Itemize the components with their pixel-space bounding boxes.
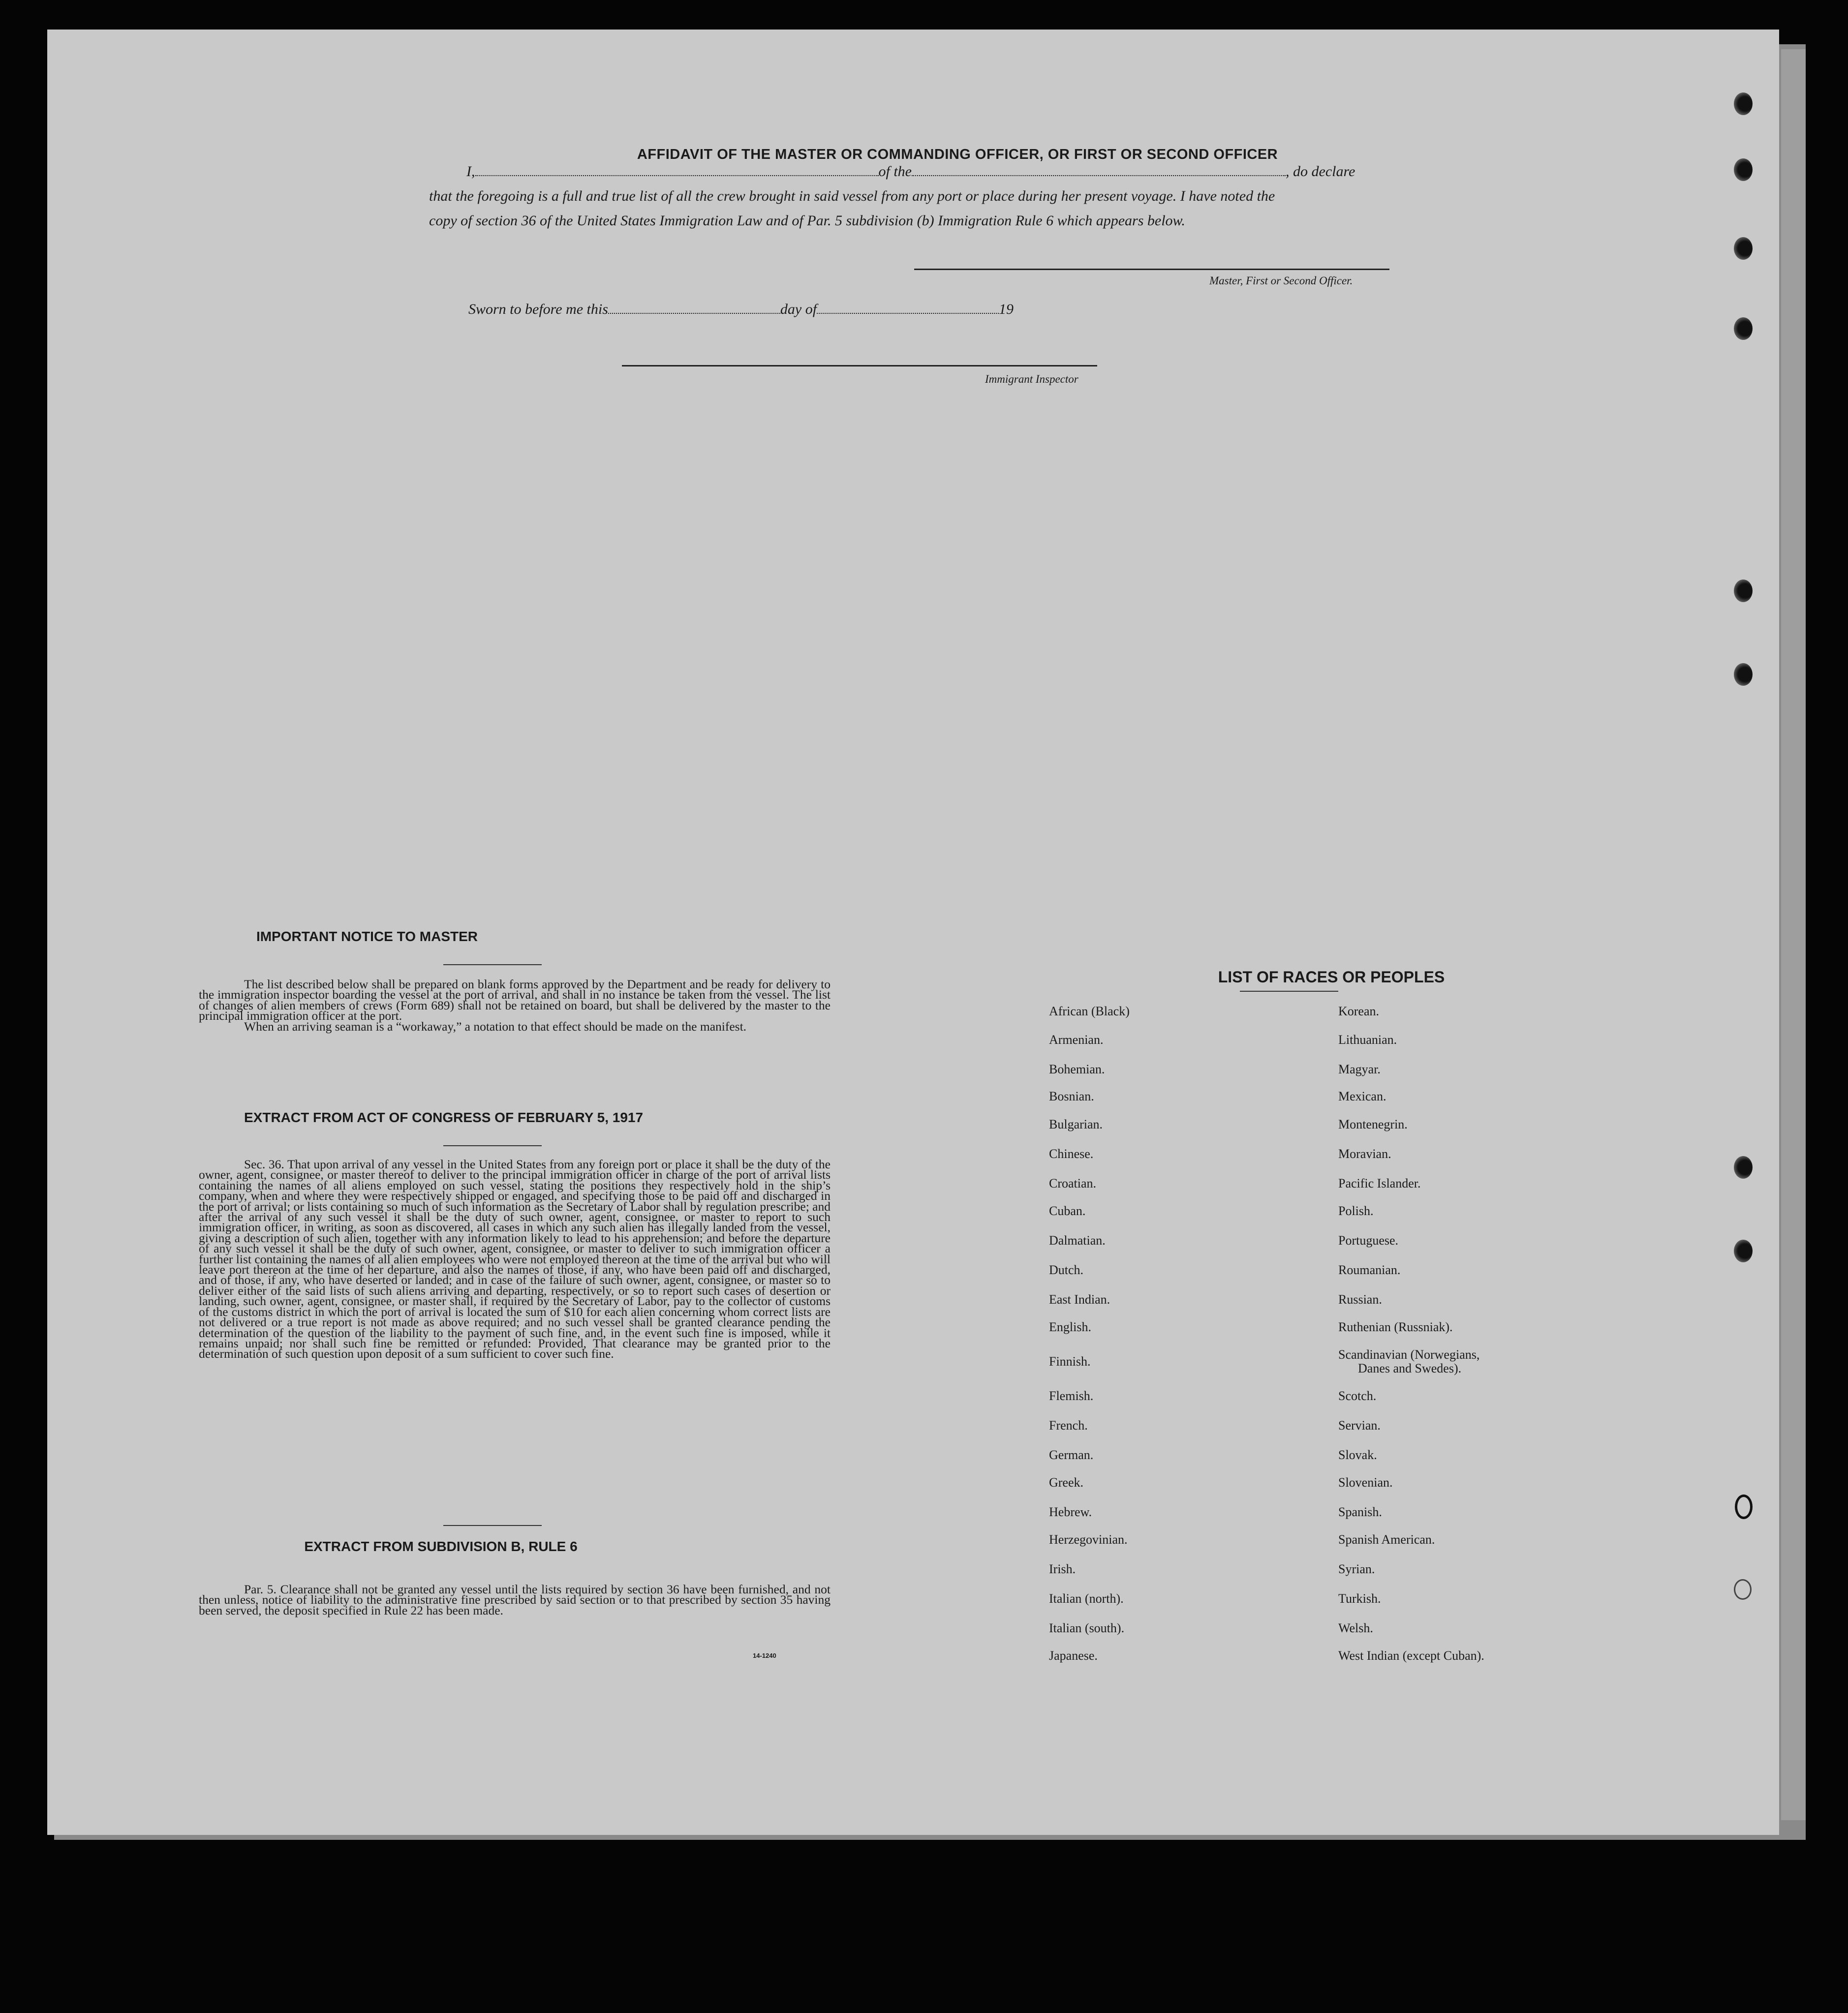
master-signature-line[interactable] <box>914 269 1389 270</box>
par-5-text: Par. 5. Clearance shall not be granted any vessel until the lists required by section 36 have been furnished, and not then unless, notice of liability to the administrative fine prescribed by said section or to that prescribed by section 35 having been served, the deposit specified in Rule 22 has been made. <box>199 1582 831 1617</box>
notice-title: IMPORTANT NOTICE TO MASTER <box>256 929 478 944</box>
race-item: Moravian. <box>1338 1147 1391 1161</box>
underlying-page-edge <box>1781 49 1806 1820</box>
binder-hole <box>1734 1579 1752 1600</box>
race-item: African (Black) <box>1049 1004 1130 1018</box>
sworn-day-of: day of <box>780 301 817 317</box>
races-title: LIST OF RACES OR PEOPLES <box>1218 968 1445 986</box>
race-item: Herzegovinian. <box>1049 1532 1128 1547</box>
race-item: English. <box>1049 1320 1091 1334</box>
race-item: Slovak. <box>1338 1448 1377 1462</box>
race-item: Turkish. <box>1338 1591 1381 1606</box>
affidavit-i-label: I, <box>466 163 475 180</box>
race-item: Pacific Islander. <box>1338 1176 1421 1190</box>
binder-hole <box>1734 663 1753 686</box>
race-item: Welsh. <box>1338 1621 1373 1635</box>
sworn-line <box>468 301 1014 318</box>
notice-text <box>199 979 831 1032</box>
race-item: German. <box>1049 1448 1094 1462</box>
race-item: Finnish. <box>1049 1354 1091 1369</box>
affidavit-title: AFFIDAVIT OF THE MASTER OR COMMANDING OFFICER, OR FIRST OR SECOND OFFICER <box>637 147 1278 162</box>
race-item: Slovenian. <box>1338 1475 1393 1490</box>
document-page <box>47 30 1779 1835</box>
act-extract-title: EXTRACT FROM ACT OF CONGRESS OF FEBRUARY 5, 1917 <box>244 1110 644 1125</box>
binder-hole <box>1734 237 1753 260</box>
rule-extract-title: EXTRACT FROM SUBDIVISION B, RULE 6 <box>304 1539 578 1554</box>
race-item: Chinese. <box>1049 1147 1094 1161</box>
race-item: Montenegrin. <box>1338 1117 1408 1131</box>
race-item: Polish. <box>1338 1204 1374 1218</box>
binder-hole <box>1734 1240 1753 1262</box>
affidavit-declare-label: , do declare <box>1286 163 1355 180</box>
race-item: East Indian. <box>1049 1292 1110 1307</box>
race-item: Hebrew. <box>1049 1505 1092 1519</box>
inspector-signature-line[interactable] <box>622 365 1097 366</box>
act-extract-text <box>199 1159 831 1359</box>
section-36-text: Sec. 36. That upon arrival of any vessel in the United States from any foreign port or place it shall be the duty of the owner, agent, consignee, or master thereof to deliver to the principal immigration officer in charge of the port of arrival lists containing the names of all aliens employed on such vessel, stating the positions they respectively hold in the ship’s company, when and where they were respectively shipped or engaged, and specifying those to be paid off and discharged in the port of arrival; or lists containing so much of such information as the Secretary of Labor shall by regulation prescribe; and after the arrival of any such vessel it shall be the duty of such owner, agent, consignee, or master to report to such immigration officer, in writing, as soon as discovered, all cases in which any such alien has illegally landed from the vessel, giving a description of such alien, together with any information likely to lead to his apprehension; and before the departure of any such vessel it shall be the duty of such owner, agent, consignee, or master to deliver to such immigration officer a further list containing the names of all alien employees who were not employed thereon at the time of the arrival but who will leave port thereon at the time of her departure, and also the names of those, if any, who have been paid off and discharged, and of those, if any, who have deserted or landed; and in case of the failure of such owner, agent, consignee, or master so to deliver either of the said lists of such aliens arriving and departing, respectively, or so to report such cases of desertion or landing, such owner, agent, consignee, or master shall, if required by the Secretary of Labor, pay to the collector of customs of the customs district in which the port of arrival is located the sum of $10 for each alien concerning whom correct lists are not delivered or a true report is not made as above required; and no such vessel shall be granted clearance pending the determination of the question of the liability to the payment of such fine, and, in the event such fine is imposed, while it remains unpaid; nor shall such fine be remitted or refunded: Provided, That clearance may be granted prior to the determination of such question upon deposit of a sum sufficient to cover such fine. <box>199 1157 831 1361</box>
race-item: Greek. <box>1049 1475 1084 1490</box>
divider <box>443 1145 542 1146</box>
race-item: Portuguese. <box>1338 1233 1399 1248</box>
race-item: Ruthenian (Russniak). <box>1338 1320 1453 1334</box>
sworn-prefix: Sworn to before me this <box>468 301 608 317</box>
race-item: Russian. <box>1338 1292 1382 1307</box>
race-item: West Indian (except Cuban). <box>1338 1648 1484 1663</box>
form-number: 14-1240 <box>753 1652 776 1659</box>
race-item: Armenian. <box>1049 1033 1104 1047</box>
race-item: Dalmatian. <box>1049 1233 1106 1248</box>
race-item: Irish. <box>1049 1562 1076 1576</box>
divider <box>1240 991 1338 992</box>
affidavit-line-2: that the foregoing is a full and true list of all the crew brought in said vessel from any port or place during her present voyage. I have noted the <box>429 188 1275 204</box>
binder-hole <box>1734 92 1753 115</box>
race-item: Cuban. <box>1049 1204 1086 1218</box>
race-item: Croatian. <box>1049 1176 1097 1190</box>
race-item: Bosnian. <box>1049 1089 1094 1103</box>
inspector-signature-caption: Immigrant Inspector <box>985 373 1078 385</box>
race-item: Bohemian. <box>1049 1062 1105 1076</box>
race-item: Spanish. <box>1338 1505 1382 1519</box>
affidavit-declaration-line <box>466 163 1355 180</box>
affidavit-of-the-label: of the <box>878 163 912 180</box>
race-item: Mexican. <box>1338 1089 1386 1103</box>
notice-paragraph-2: When an arriving seaman is a “workaway,” a notation to that effect should be made on the manifest. <box>244 1019 747 1034</box>
binder-hole <box>1734 317 1753 340</box>
binder-hole <box>1735 1494 1753 1519</box>
sworn-day-blank[interactable] <box>608 302 780 314</box>
divider <box>443 1525 542 1526</box>
race-item: Dutch. <box>1049 1263 1084 1277</box>
race-item: Scandinavian (Norwegians, <box>1338 1347 1480 1362</box>
divider <box>443 964 542 965</box>
race-item: Syrian. <box>1338 1562 1375 1576</box>
race-item: Spanish American. <box>1338 1532 1435 1547</box>
race-item: French. <box>1049 1418 1088 1433</box>
race-item: Korean. <box>1338 1004 1380 1018</box>
race-item: Italian (south). <box>1049 1621 1125 1635</box>
binder-hole <box>1734 580 1753 602</box>
binder-hole <box>1734 158 1753 181</box>
master-signature-caption: Master, First or Second Officer. <box>1209 274 1353 287</box>
race-item: Lithuanian. <box>1338 1033 1397 1047</box>
notice-paragraph-1: The list described below shall be prepared on blank forms approved by the Department and be ready for delivery to the immigration inspector boarding the vessel at the port of arrival, and shall in no instance be taken from the vessel. The list of changes of alien members of crews (Form 689) shall not be retained on board, but shall be delivered by the master to the principal immigration officer at the port. <box>199 977 831 1023</box>
name-blank[interactable] <box>475 164 879 176</box>
race-item: Scotch. <box>1338 1389 1377 1403</box>
race-item: Japanese. <box>1049 1648 1098 1663</box>
vessel-blank[interactable] <box>912 164 1286 176</box>
race-item: Magyar. <box>1338 1062 1381 1076</box>
sworn-month-blank[interactable] <box>817 302 999 314</box>
binder-hole <box>1734 1156 1753 1179</box>
sworn-year: 19 <box>999 301 1014 317</box>
race-item: Roumanian. <box>1338 1263 1401 1277</box>
rule-extract-text <box>199 1584 831 1616</box>
race-item: Italian (north). <box>1049 1591 1124 1606</box>
race-item-continued: Danes and Swedes). <box>1358 1361 1462 1375</box>
race-item: Flemish. <box>1049 1389 1094 1403</box>
race-item: Bulgarian. <box>1049 1117 1103 1131</box>
race-item: Servian. <box>1338 1418 1381 1433</box>
affidavit-line-3: copy of section 36 of the United States Immigration Law and of Par. 5 subdivision (b) Immigration Rule 6 which appears below. <box>429 213 1185 229</box>
